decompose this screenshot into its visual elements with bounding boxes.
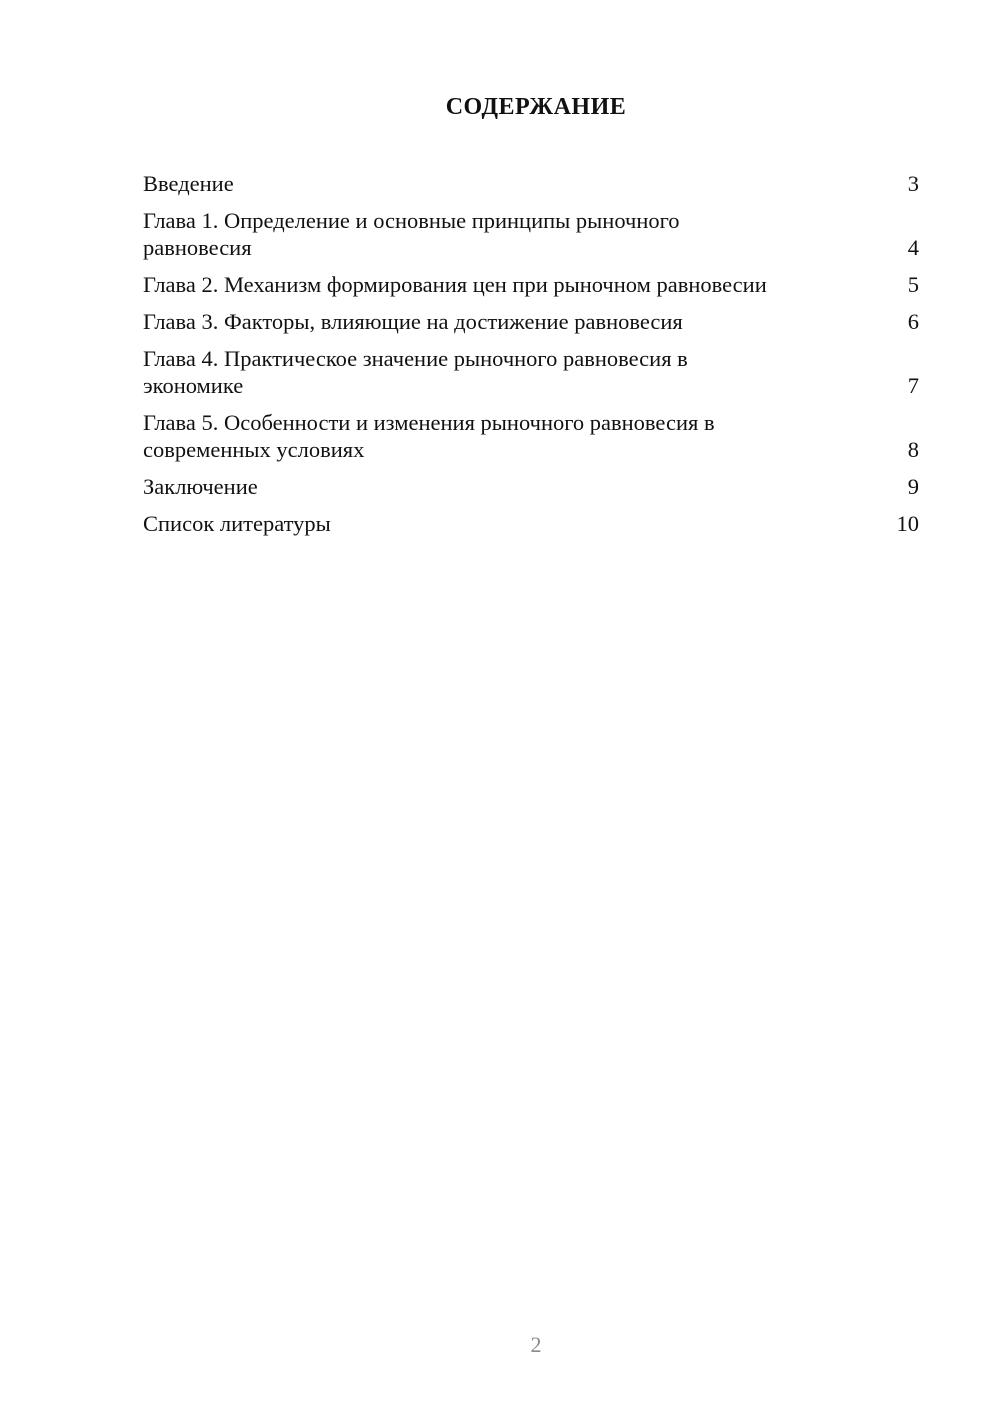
toc-entry-introduction xyxy=(143,170,919,197)
toc-entry-page: 7 xyxy=(907,373,919,398)
toc-entry-page: 5 xyxy=(907,272,919,297)
toc-entry-page: 9 xyxy=(907,474,919,499)
toc-entry-title: Глава 2. Механизм формирования цен при рыночном равновесии xyxy=(143,272,767,297)
table-of-contents xyxy=(143,170,919,547)
toc-entry-title: Глава 3. Факторы, влияющие на достижение равновесия xyxy=(143,309,683,334)
toc-entry-title: Заключение xyxy=(143,474,258,499)
toc-entry-title: Введение xyxy=(143,171,234,196)
page-number: 2 xyxy=(530,1332,542,1357)
toc-entry-page: 6 xyxy=(907,309,919,334)
toc-entry-chapter-3 xyxy=(143,308,919,335)
toc-entry-title: Глава 5. Особенности и изменения рыночного равновесия в современных условиях xyxy=(143,410,715,462)
toc-entry-title: Глава 1. Определение и основные принципы рыночного равновесия xyxy=(143,208,680,260)
toc-entry-conclusion xyxy=(143,473,919,500)
toc-entry-chapter-5 xyxy=(143,409,919,463)
toc-entry-references xyxy=(143,510,919,537)
toc-entry-title: Список литературы xyxy=(143,511,331,536)
toc-entry-title: Глава 4. Практическое значение рыночного равновесия в экономике xyxy=(143,346,688,398)
toc-entry-chapter-2 xyxy=(143,271,919,298)
page-title: СОДЕРЖАНИЕ xyxy=(445,94,627,120)
toc-entry-page: 10 xyxy=(896,511,919,536)
toc-entry-chapter-1 xyxy=(143,207,919,261)
toc-entry-page: 4 xyxy=(907,235,919,260)
toc-entry-page: 8 xyxy=(907,437,919,462)
toc-entry-chapter-4 xyxy=(143,345,919,399)
toc-entry-page: 3 xyxy=(907,171,919,196)
